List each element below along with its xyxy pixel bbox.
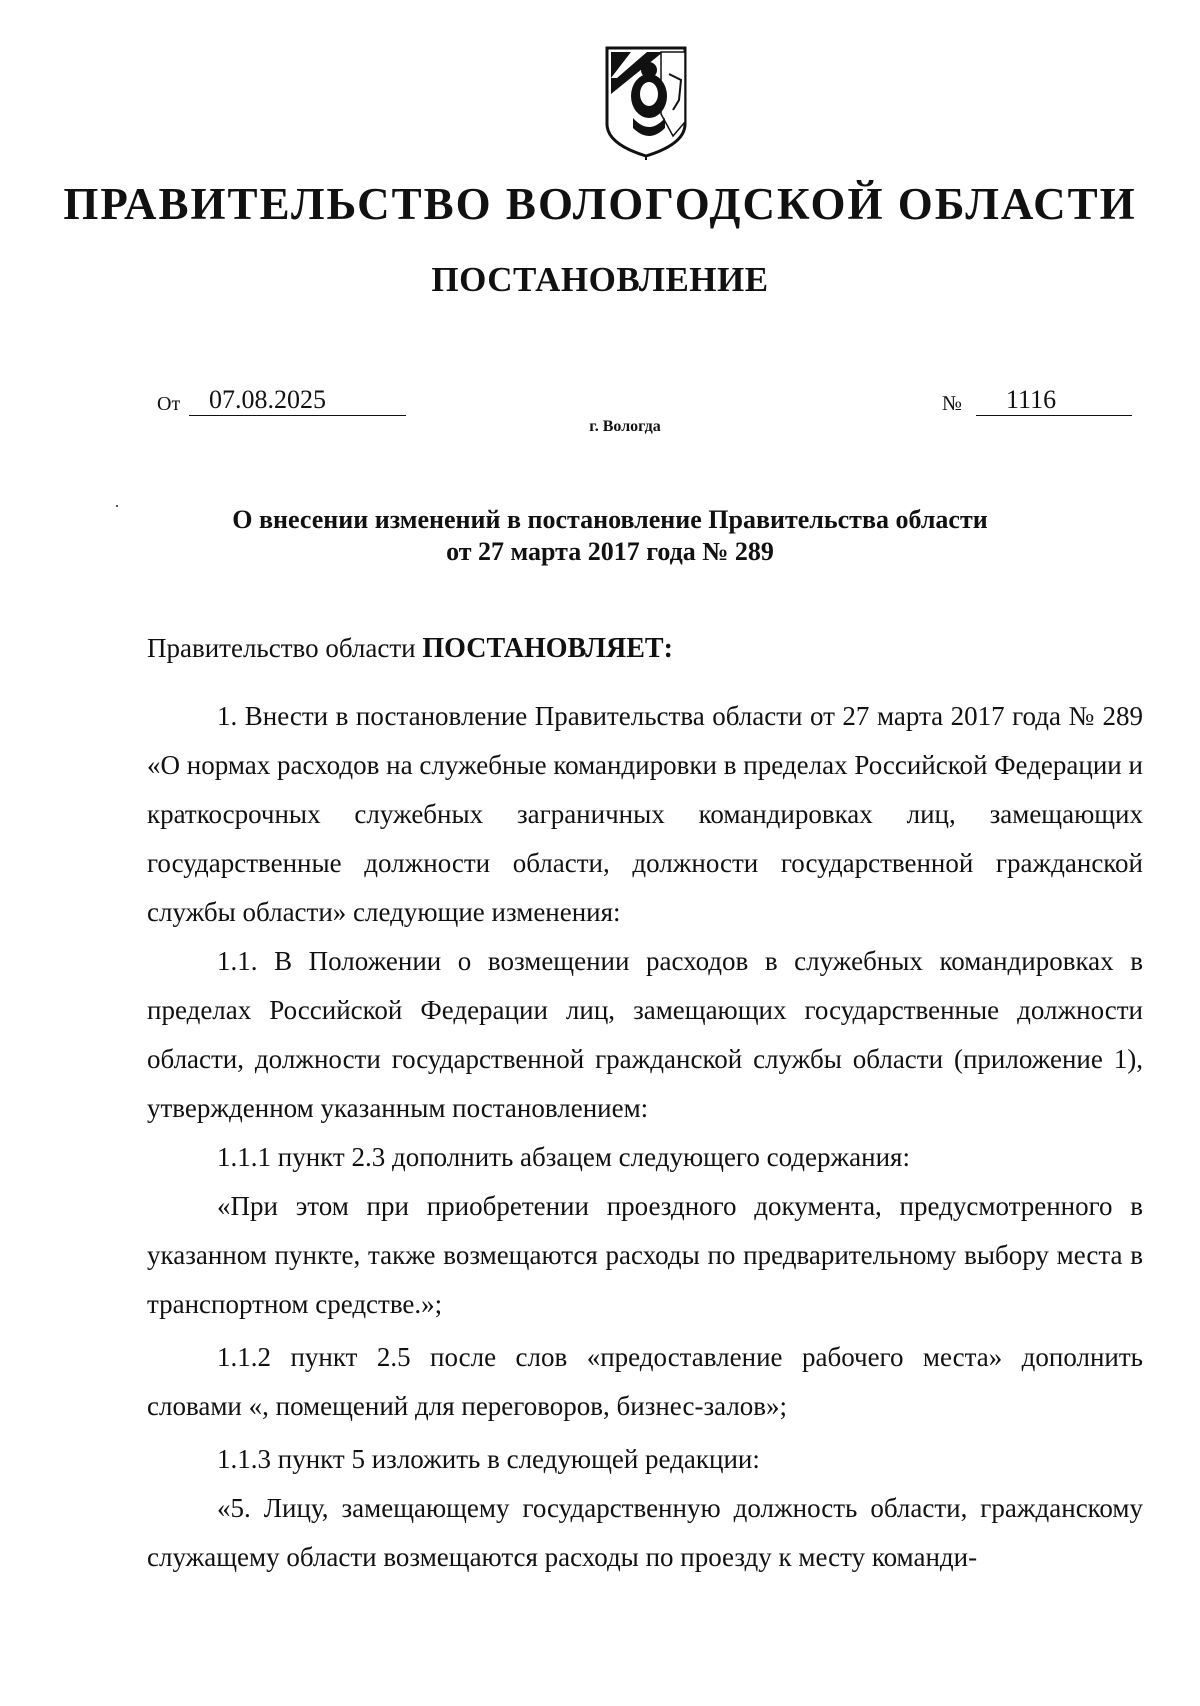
date-field	[157, 387, 407, 417]
resolution-line	[147, 633, 673, 665]
number-prefix: №	[942, 391, 963, 415]
resolution-text: Правительство области	[147, 633, 423, 663]
resolution-keyword: ПОСТАНОВЛЯЕТ:	[422, 633, 673, 664]
number-field	[942, 387, 1132, 417]
subject-line-1: О внесении изменений в постановление Правительства области	[232, 505, 988, 534]
paragraph: «5. Лицу, замещающему государственную должность области, гражданскому служащему области возмещаются расходы по проезду к месту команди-	[147, 1493, 1143, 1572]
document-number: 1116	[976, 385, 1132, 416]
paragraph: 1.1.2 пункт 2.5 после слов «предоставление рабочего места» дополнить словами «, помещений для переговоров, бизнес-залов»;	[147, 1342, 1143, 1421]
city: г. Вологда	[589, 418, 661, 435]
date-prefix: От	[157, 393, 181, 415]
document-body	[147, 692, 1143, 1582]
paragraph: 1.1. В Положении о возмещении расходов в служебных командировках в пределах Российской Федерации лиц, замещающих государственные должности области, должности государственной гражданской службы области (приложение 1), утвержденном указанным постановлением:	[147, 946, 1143, 1123]
paragraph: 1. Внести в постановление Правительства области от 27 марта 2017 года № 289 «О нормах расходов на служебные командировки в пределах Российской Федерации и краткосрочных служебных заграничных командировках лиц, замещающих государственные должности области, должности государственной гражданской службы области» следующие изменения:	[147, 701, 1143, 927]
paragraph: «При этом при приобретении проездного документа, предусмотренного в указанном пункте, также возмещаются расходы по предварительному выбору места в транспортном средстве.»;	[147, 1191, 1143, 1319]
coat-of-arms-icon	[603, 44, 689, 160]
document-subject	[0, 504, 1200, 568]
paragraph: 1.1.3 пункт 5 изложить в следующей редакции:	[217, 1444, 760, 1474]
document-date: 07.08.2025	[189, 385, 406, 416]
document-type: ПОСТАНОВЛЕНИЕ	[431, 260, 769, 299]
subject-line-2: от 27 марта 2017 года № 289	[446, 537, 774, 566]
organization-title: ПРАВИТЕЛЬСТВО ВОЛОГОДСКОЙ ОБЛАСТИ	[63, 179, 1137, 229]
paragraph: 1.1.1 пункт 2.3 дополнить абзацем следующего содержания:	[217, 1142, 910, 1172]
